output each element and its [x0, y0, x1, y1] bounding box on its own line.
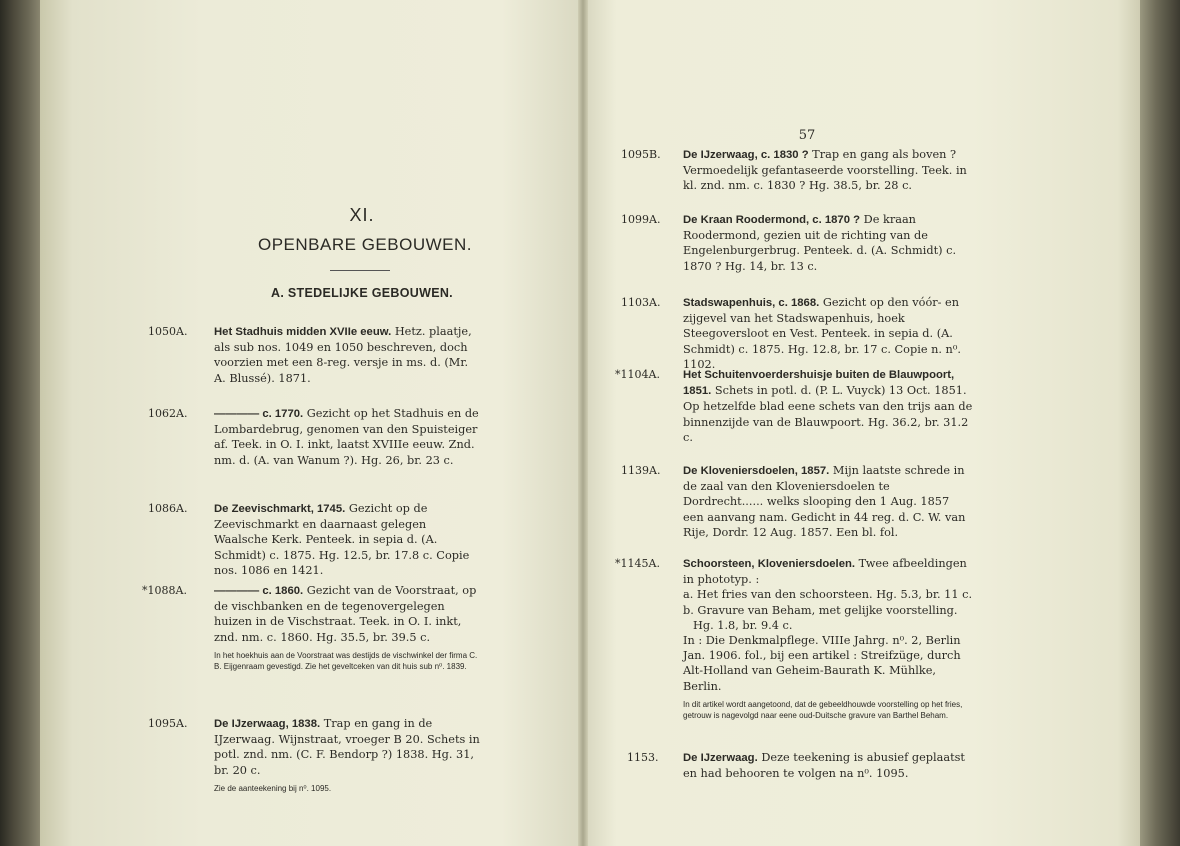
entry-number: *1088A.	[142, 584, 187, 597]
entry-body	[214, 583, 483, 672]
entry-subitem: b. Gravure van Beham, met gelijke voorstelling. Hg. 1.8, br. 9.4 c.	[683, 603, 958, 632]
entry-body	[683, 295, 973, 372]
entry-text: Trap en gang in de IJzerwaag. Wijnstraat, vroeger B 20. Schets in potl. znd. nm. (C. F. Bendorp ?) 1838. Hg. 31, br. 20 c.	[214, 717, 480, 777]
entry-text: Deze teekening is abusief geplaatst en had behooren te volgen na n⁰. 1095.	[683, 751, 965, 781]
chapter-number: XI.	[349, 205, 375, 225]
heading-divider	[330, 270, 390, 271]
entry-number: 1153.	[627, 751, 659, 764]
catalog-entry	[148, 716, 483, 793]
entry-body	[214, 406, 483, 468]
catalog-entry	[615, 367, 973, 444]
entry-title: De IJzerwaag, c. 1830 ?	[683, 149, 809, 161]
chapter-title: OPENBARE GEBOUWEN.	[258, 235, 472, 254]
entry-title: De Kraan Roodermond, c. 1870 ?	[683, 214, 861, 226]
entry-title: Stadswapenhuis, c. 1868.	[683, 297, 820, 309]
entry-title: De IJzerwaag.	[683, 752, 758, 764]
entry-number: 1050A.	[148, 325, 188, 338]
entry-title: Schoorsteen, Kloveniersdoelen.	[683, 558, 856, 570]
entry-note: In dit artikel wordt aangetoond, dat de gebeeldhouwde voorstelling op het fries, getrouw is nagevolgd naar eene oud-Duitsche gravure van Barthel Beham.	[683, 699, 963, 720]
entry-title: ———— c. 1860.	[214, 585, 304, 597]
entry-title: ———— c. 1770.	[214, 408, 304, 420]
entry-number: 1086A.	[148, 502, 188, 515]
entry-body	[214, 501, 483, 578]
entry-text: De kraan Roodermond, gezien uit de richting van de Engelenburgerbrug. Penteek. d. (A. Schmidt) c. 1870 ? Hg. 14, br. 13 c.	[683, 213, 957, 273]
entry-text: Gezicht op de Zeevischmarkt en daarnaast gelegen Waalsche Kerk. Penteek. in sepia d. (A. Schmidt) c. 1875. Hg. 12.5, br. 17.8 c. Copie nos. 1086 en 1421.	[214, 502, 470, 577]
entry-body	[683, 212, 973, 274]
entry-text: Gezicht op het Stadhuis en de Lombardebrug, genomen van den Spuisteiger af. Teek. in O. I. inkt, laatst XVIIIe eeuw. Znd. nm. d. (A. van Wanum ?). Hg. 26, br. 23 c.	[214, 407, 479, 467]
catalog-entry	[148, 324, 483, 385]
catalog-entry	[621, 212, 973, 273]
entry-body	[683, 556, 973, 721]
entry-number: 1139A.	[621, 464, 661, 477]
entry-note: Zie de aanteekening bij n⁰. 1095.	[214, 783, 332, 793]
book-gutter	[578, 0, 588, 846]
catalog-entry	[148, 406, 483, 476]
page-number: 57	[798, 128, 816, 143]
entry-number: 1062A.	[148, 407, 188, 420]
entry-text: Gezicht van de Voorstraat, op de vischbanken en de tegenovergelegen huizen in de Vischstraat. Teek. in O. I. inkt, znd. nm. c. 1860. Hg. 35.5, br. 39.5 c.	[214, 584, 477, 644]
catalog-entry	[621, 463, 973, 543]
entry-text: Twee afbeeldingen in phototyp. :	[683, 557, 967, 587]
entry-number: 1099A.	[621, 213, 661, 226]
entry-number: 1103A.	[621, 296, 661, 309]
section-title: A. STEDELIJKE GEBOUWEN.	[271, 286, 453, 300]
book-cover-left-edge	[0, 0, 40, 846]
catalog-entry	[621, 147, 973, 202]
entry-note: In het hoekhuis aan de Voorstraat was destijds de vischwinkel der firma C. B. Eijgenraam gevestigd. Zie het geveltceken van dit huis sub n⁰. 1839.	[214, 650, 478, 671]
entry-title: Het Stadhuis midden XVIIe eeuw.	[214, 326, 392, 338]
entry-text: Trap en gang als boven ? Vermoedelijk gefantaseerde voorstelling. Teek. in kl. znd. nm. c. 1830 ? Hg. 38.5, br. 28 c.	[683, 148, 967, 193]
entry-text: Mijn laatste schrede in de zaal van den Kloveniersdoelen te Dordrecht...... welks slooping den 1 Aug. 1857 een aanvang nam. Gedicht in 44 reg. d. C. W. van Rije, Dordr. 12 Aug. 1857. Een bl. fol.	[683, 464, 966, 539]
entry-number: *1145A.	[615, 557, 660, 570]
catalog-entry	[148, 501, 483, 577]
entry-title: Het Schuitenvoerdershuisje buiten de Blauwpoort, 1851.	[683, 369, 955, 398]
entry-body	[683, 750, 973, 781]
entry-text: Hetz. plaatje, als sub nos. 1049 en 1050 beschreven, doch voorzien met een 8-reg. versje in ms. d. (Mr. A. Blussé). 1871.	[214, 325, 472, 385]
catalog-entry	[142, 583, 483, 683]
entry-body	[214, 716, 483, 794]
entry-text: Schets in potl. d. (P. L. Vuyck) 13 Oct. 1851. Op hetzelfde blad eene schets van den trijs aan de binnenzijde van de Blauwpoort. Hg. 36.2, br. 31.2 c.	[683, 384, 973, 444]
entry-number: *1104A.	[615, 368, 660, 381]
catalog-entry	[615, 556, 973, 736]
entry-number: 1095B.	[621, 148, 661, 161]
entry-title: De IJzerwaag, 1838.	[214, 718, 321, 730]
book-cover-right-edge	[1140, 0, 1180, 846]
catalog-entry	[627, 750, 973, 790]
catalog-entry	[621, 295, 973, 371]
entry-title: De Zeevischmarkt, 1745.	[214, 503, 346, 515]
entry-body	[683, 367, 973, 445]
entry-body	[683, 463, 973, 540]
entry-body	[214, 324, 483, 386]
entry-body	[683, 147, 973, 194]
entry-reference: In : Die Denkmalpflege. VIIIe Jahrg. n⁰. 2, Berlin Jan. 1906. fol., bij een artikel : Streifzüge, durch Alt-Holland van Geheim-Baurath K. Mühlke, Berlin.	[683, 634, 961, 693]
entry-number: 1095A.	[148, 717, 188, 730]
entry-text: Gezicht op den vóór- en zijgevel van het Stadswapenhuis, hoek Steegoversloot en Vest. Penteek. in sepia d. (A. Schmidt) c. 1875. Hg. 12.8, br. 17 c. Copie n. n⁰. 1102.	[683, 296, 961, 371]
entry-title: De Kloveniersdoelen, 1857.	[683, 465, 830, 477]
entry-subitem: a. Het fries van den schoorsteen. Hg. 5.3, br. 11 c.	[683, 588, 973, 602]
